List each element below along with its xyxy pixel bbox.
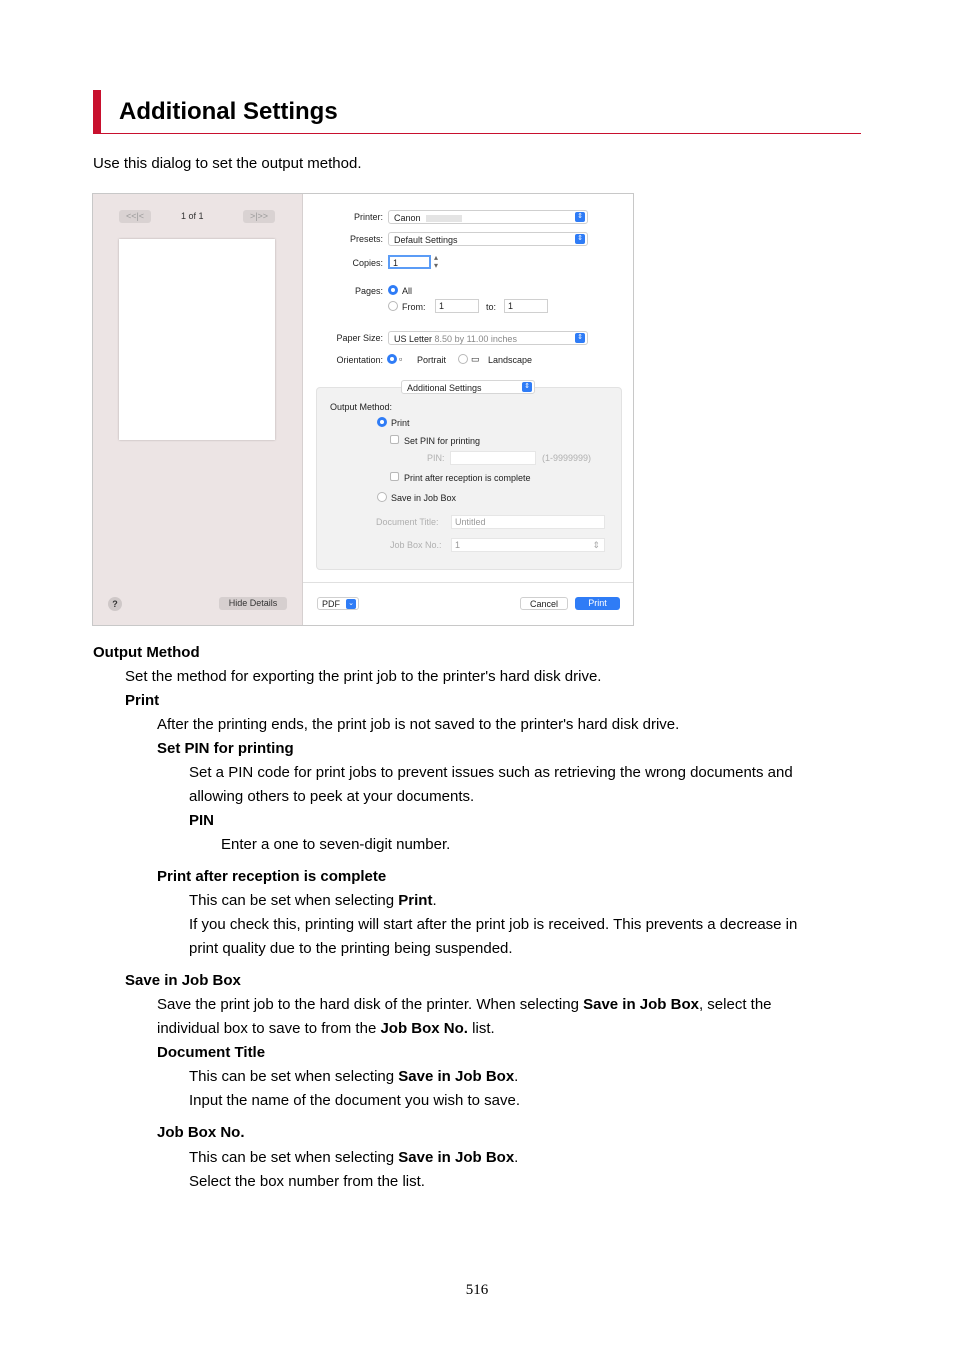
doc-title-desc-line1: This can be set when selecting Save in Job Box. [189,1068,519,1085]
print-dialog [92,193,634,626]
panel-select[interactable] [401,380,535,394]
doc-title-desc-line2: Input the name of the document you wish to save. [189,1092,521,1109]
presets-value: Default Settings [394,235,458,245]
print-after-desc-line3: print quality due to the printing being suspended. [189,940,513,957]
print-heading: Print [125,692,160,709]
heading-accent-bar [93,90,101,134]
save-job-box-desc-line1: Save the print job to the hard disk of the printer. When selecting Save in Job Box, select the [157,996,772,1013]
save-job-box-label: Save in Job Box [391,493,457,503]
paper-size-value: US Letter [394,334,433,344]
print-after-heading: Print after reception is complete [157,868,387,885]
preview-pane [93,194,303,625]
set-pin-desc-line1: Set a PIN code for print jobs to prevent issues such as retrieving the wrong documents and [189,764,793,781]
pdf-menu-button[interactable] [317,597,359,610]
chevron-updown-icon: ⇕ [592,540,600,550]
job-box-select[interactable] [451,538,605,552]
pages-from-radio[interactable] [388,301,398,311]
job-box-desc-line2: Select the box number from the list. [189,1173,425,1190]
pin-label: PIN: [427,453,445,463]
panel-select-value: Additional Settings [407,383,482,393]
paper-size-label: Paper Size: [336,333,383,343]
page-preview [119,239,275,440]
pdf-label: PDF [322,599,340,609]
output-method-heading: Output Method [93,644,200,661]
job-box-value: 1 [455,540,461,550]
pin-range: (1-9999999) [542,453,592,463]
help-button[interactable]: ? [108,597,122,611]
print-after-desc-line2: If you check this, printing will start after the print job is received. This prevents a decrease in [189,916,798,933]
set-pin-desc-line2: allowing others to peek at your documents. [189,788,475,805]
nav-first-button[interactable]: <<|< [119,210,151,223]
print-option-label: Print [391,418,410,428]
pages-from-label: From: [402,302,426,312]
doc-title-heading: Document Title [157,1044,266,1061]
pages-all-radio[interactable] [388,285,398,295]
doc-title-input[interactable]: Untitled [451,515,605,529]
chevron-updown-icon: ⇕ [575,212,585,222]
portrait-label: Portrait [417,355,447,365]
doc-title-label: Document Title: [376,517,439,527]
save-job-box-heading: Save in Job Box [125,972,241,989]
landscape-radio[interactable] [458,354,468,364]
job-box-label: Job Box No.: [390,540,442,550]
print-after-checkbox[interactable] [390,472,399,481]
pin-heading: PIN [189,812,215,829]
print-button[interactable]: Print [575,597,620,610]
job-box-desc-line1: This can be set when selecting Save in Job Box. [189,1149,519,1166]
pages-to-label: to: [486,302,497,312]
pin-desc: Enter a one to seven-digit number. [221,836,451,853]
set-pin-label: Set PIN for printing [404,436,481,446]
paper-size-select[interactable] [388,331,588,345]
cancel-button[interactable]: Cancel [520,597,568,610]
landscape-label: Landscape [488,355,533,365]
pages-label: Pages: [354,286,383,296]
job-box-heading: Job Box No. [157,1124,245,1141]
orientation-label: Orientation: [336,355,383,365]
page-number: 516 [465,1282,489,1298]
divider [303,582,633,583]
nav-last-button[interactable]: >|>> [243,210,275,223]
pages-all-label: All [402,286,413,296]
print-after-label: Print after reception is complete [404,473,531,483]
portrait-radio[interactable] [387,354,397,364]
heading-underline [101,133,861,134]
printer-select[interactable] [388,210,588,224]
copies-stepper-icon[interactable]: ▴ ▾ [434,253,439,270]
output-method-desc: Set the method for exporting the print job to the printer's hard disk drive. [125,668,602,685]
save-job-box-radio[interactable] [377,492,387,502]
to-input[interactable]: 1 [504,299,548,313]
redacted-model [426,215,462,222]
chevron-updown-icon: ⇕ [522,382,532,392]
printer-value: Canon [394,213,421,223]
chevron-down-icon: ⌄ [346,599,356,609]
save-job-box-desc-line2: individual box to save to from the Job Box No. list. [157,1020,495,1037]
print-radio[interactable] [377,417,387,427]
page-title: Additional Settings [119,98,338,125]
presets-label: Presets: [349,234,383,244]
portrait-icon: ▫ [399,354,403,364]
from-input[interactable]: 1 [435,299,479,313]
print-desc: After the printing ends, the print job is not saved to the printer's hard disk drive. [157,716,680,733]
paper-size-detail: 8.50 by 11.00 inches [434,334,517,344]
set-pin-heading: Set PIN for printing [157,740,294,757]
pin-input[interactable] [450,451,536,465]
copies-label: Copies: [352,258,383,268]
intro-text: Use this dialog to set the output method. [93,155,362,172]
chevron-updown-icon: ⇕ [575,333,585,343]
hide-details-button[interactable]: Hide Details [219,597,287,610]
landscape-icon: ▭ [471,354,480,364]
printer-label: Printer: [353,212,383,222]
presets-select[interactable] [388,232,588,246]
output-method-label: Output Method: [330,402,393,412]
copies-input[interactable]: 1 [388,255,431,269]
page-count: 1 of 1 [181,211,204,221]
chevron-updown-icon: ⇕ [575,234,585,244]
print-after-desc-line1: This can be set when selecting Print. [189,892,437,909]
set-pin-checkbox[interactable] [390,435,399,444]
